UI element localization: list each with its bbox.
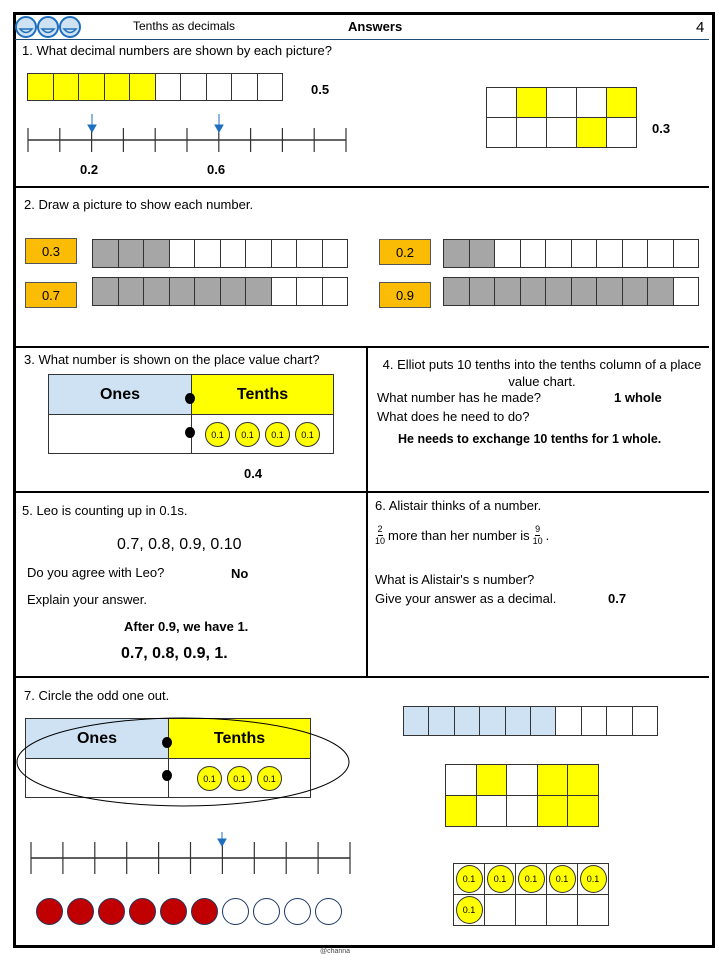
empty-cell: [674, 278, 700, 305]
fraction: [533, 524, 543, 547]
shaded-cell: [246, 278, 272, 305]
tenth-counter: 0.1: [580, 865, 607, 893]
q5-prompt: 5. Leo is counting up in 0.1s.: [22, 503, 188, 518]
q4-prompt: 4. Elliot puts 10 tenths into the tenths column of a place value chart.: [382, 357, 702, 389]
tenths-header: Tenths: [192, 375, 333, 414]
shaded-cell: [144, 240, 170, 267]
shaded-cell: [93, 278, 119, 305]
shaded-cell: [444, 240, 470, 267]
divider: [15, 346, 709, 348]
empty-cell: [323, 240, 349, 267]
q7-grid[interactable]: [445, 764, 599, 827]
frame-cell: [516, 864, 547, 895]
filled-counter: [67, 898, 94, 925]
empty-counter: [284, 898, 311, 925]
q3-prompt: 3. What number is shown on the place value chart?: [24, 352, 320, 367]
frame-cell: [485, 895, 516, 926]
empty-cell: [477, 796, 508, 827]
arrow-icon: [218, 839, 226, 846]
empty-cell: [507, 796, 538, 827]
shaded-cell: [54, 74, 80, 100]
shaded-cell: [546, 278, 572, 305]
shaded-cell: [480, 707, 505, 735]
shaded-cell: [79, 74, 105, 100]
shaded-cell: [119, 278, 145, 305]
empty-cell: [517, 118, 547, 148]
q2-number-box: 0.7: [25, 282, 77, 308]
empty-cell: [232, 74, 258, 100]
filled-counter: [191, 898, 218, 925]
empty-cell: [246, 240, 272, 267]
shaded-cell: [623, 278, 649, 305]
shaded-cell: [429, 707, 454, 735]
tenth-counter: 0.1: [487, 865, 514, 893]
shaded-cell: [28, 74, 54, 100]
empty-cell: [648, 240, 674, 267]
empty-cell: [547, 88, 577, 118]
shaded-cell: [170, 278, 196, 305]
fraction: [375, 524, 385, 547]
q2-number-box: 0.9: [379, 282, 431, 308]
q3-place-value-chart: [48, 374, 334, 454]
empty-cell: [487, 118, 517, 148]
frame-cell: [578, 864, 609, 895]
shaded-cell: [538, 765, 569, 796]
shaded-cell: [495, 278, 521, 305]
decimal-point: [185, 393, 195, 404]
empty-cell: [572, 240, 598, 267]
shaded-cell: [597, 278, 623, 305]
shaded-cell: [444, 278, 470, 305]
q4-question-1: What number has he made?: [377, 390, 542, 405]
answers-label: Answers: [348, 19, 403, 34]
tenth-counter: 0.1: [265, 422, 290, 447]
arrow-icon: [88, 125, 96, 132]
q5-answer: No: [231, 566, 249, 581]
shaded-cell: [577, 118, 607, 148]
q5-question: Do you agree with Leo?: [27, 565, 165, 580]
shaded-cell: [521, 278, 547, 305]
empty-counter: [253, 898, 280, 925]
tenth-counter: 0.1: [549, 865, 576, 893]
empty-cell: [170, 240, 196, 267]
q6-prompt: 6. Alistair thinks of a number.: [375, 498, 542, 513]
filled-counter: [129, 898, 156, 925]
q6-question-2: Give your answer as a decimal.: [375, 591, 557, 606]
empty-cell: [582, 707, 607, 735]
shaded-cell: [195, 278, 221, 305]
divider: [15, 39, 709, 40]
frame-cell: [516, 895, 547, 926]
frame-cell: [485, 864, 516, 895]
shaded-cell: [144, 278, 170, 305]
q1-prompt: 1. What decimal numbers are shown by each picture?: [22, 43, 332, 58]
shaded-cell: [455, 707, 480, 735]
q2-tenths-bar[interactable]: [443, 239, 699, 268]
smiley-icon: [15, 15, 81, 39]
shaded-cell: [568, 765, 599, 796]
q2-number-box: 0.3: [25, 238, 77, 264]
shaded-cell: [93, 240, 119, 267]
decimal-point: [185, 427, 195, 438]
shaded-cell: [517, 88, 547, 118]
q7-prompt: 7. Circle the odd one out.: [24, 688, 170, 703]
q7-ten-frame[interactable]: [453, 863, 609, 926]
frame-cell: [454, 895, 485, 926]
shaded-cell: [119, 240, 145, 267]
q2-tenths-bar[interactable]: [92, 239, 348, 268]
worksheet-title: Tenths as decimals: [133, 19, 236, 33]
empty-cell: [272, 278, 298, 305]
shaded-cell: [607, 88, 637, 118]
footer-credit: @channa: [320, 948, 351, 955]
answer-circle: [14, 716, 354, 808]
shaded-cell: [446, 796, 477, 827]
empty-cell: [507, 765, 538, 796]
q1-grid-answer: 0.3: [652, 121, 671, 136]
tenth-counter: 0.1: [235, 422, 260, 447]
shaded-cell: [404, 707, 429, 735]
numerator: 2: [377, 524, 383, 534]
empty-cell: [607, 707, 632, 735]
empty-cell: [597, 240, 623, 267]
arrow-icon: [215, 125, 223, 132]
shaded-cell: [648, 278, 674, 305]
empty-cell: [674, 240, 700, 267]
q5-sequence: 0.7, 0.8, 0.9, 0.10: [117, 536, 242, 553]
empty-cell: [156, 74, 182, 100]
empty-cell: [221, 240, 247, 267]
filled-counter: [98, 898, 125, 925]
shaded-cell: [470, 278, 496, 305]
empty-cell: [272, 240, 298, 267]
q2-tenths-bar[interactable]: [92, 277, 348, 306]
ones-header: Ones: [49, 375, 192, 414]
empty-cell: [546, 240, 572, 267]
q2-prompt: 2. Draw a picture to show each number.: [24, 197, 254, 212]
q6-answer: 0.7: [608, 591, 627, 606]
frame-cell: [578, 895, 609, 926]
divider: [366, 347, 368, 677]
q1-grid: [486, 87, 637, 148]
divider: [15, 491, 709, 493]
shaded-cell: [470, 240, 496, 267]
numerator: 9: [535, 524, 541, 534]
filled-counter: [160, 898, 187, 925]
tenth-counter: 0.1: [227, 766, 252, 791]
tenth-counter: 0.1: [205, 422, 230, 447]
empty-cell: [607, 118, 637, 148]
q6-statement: [375, 524, 549, 547]
q1-arrow-label: 0.6: [207, 162, 226, 177]
empty-counter: [222, 898, 249, 925]
shaded-cell: [572, 278, 598, 305]
empty-cell: [556, 707, 581, 735]
ones-header: Ones: [26, 719, 169, 758]
frame-cell: [547, 864, 578, 895]
q2-tenths-bar[interactable]: [443, 277, 699, 306]
empty-cell: [547, 118, 577, 148]
empty-cell: [258, 74, 284, 100]
tenth-counter: 0.1: [518, 865, 545, 893]
frame-cell: [454, 864, 485, 895]
q1-number-line: [25, 112, 350, 162]
q6-question-1: What is Alistair's s number?: [375, 572, 535, 587]
tenth-counter: 0.1: [257, 766, 282, 791]
q6-text: more than her number is: [388, 528, 530, 543]
q3-answer: 0.4: [244, 466, 263, 481]
denominator: 10: [375, 536, 386, 546]
q3-coins: [205, 422, 320, 447]
q5-answer-line-2: 0.7, 0.8, 0.9, 1.: [121, 645, 228, 662]
q4-question-2: What does he need to do?: [377, 409, 530, 424]
page-number: 4: [696, 19, 705, 36]
shaded-cell: [130, 74, 156, 100]
empty-cell: [297, 278, 323, 305]
q7-number-line[interactable]: [28, 832, 353, 882]
q1-arrow-label: 0.2: [80, 162, 99, 177]
q1-bar-answer: 0.5: [311, 82, 330, 97]
q1-tenths-bar: [27, 73, 283, 101]
shaded-cell: [105, 74, 131, 100]
empty-cell: [521, 240, 547, 267]
period: .: [545, 528, 550, 543]
empty-counter: [315, 898, 342, 925]
divider: [15, 186, 709, 188]
q2-number-box: 0.2: [379, 239, 431, 265]
shaded-cell: [531, 707, 556, 735]
empty-cell: [207, 74, 233, 100]
shaded-cell: [538, 796, 569, 827]
q7-counters[interactable]: [36, 898, 342, 925]
tenth-counter: 0.1: [456, 865, 483, 893]
q7-tenths-bar[interactable]: [403, 706, 658, 736]
q4-answer-2: He needs to exchange 10 tenths for 1 whole.: [398, 432, 662, 446]
shaded-cell: [477, 765, 508, 796]
empty-cell: [195, 240, 221, 267]
empty-cell: [577, 88, 607, 118]
q4-answer-1: 1 whole: [614, 390, 662, 405]
filled-counter: [36, 898, 63, 925]
empty-cell: [323, 278, 349, 305]
empty-cell: [297, 240, 323, 267]
tenth-counter: 0.1: [197, 766, 222, 791]
empty-cell: [487, 88, 517, 118]
q5-answer-line-1: After 0.9, we have 1.: [124, 619, 249, 634]
shaded-cell: [568, 796, 599, 827]
smiley-icons: [15, 15, 81, 39]
q5-explain: Explain your answer.: [27, 592, 147, 607]
empty-cell: [446, 765, 477, 796]
shaded-cell: [506, 707, 531, 735]
empty-cell: [181, 74, 207, 100]
divider: [15, 676, 709, 678]
empty-cell: [623, 240, 649, 267]
empty-cell: [495, 240, 521, 267]
empty-cell: [633, 707, 658, 735]
frame-cell: [547, 895, 578, 926]
tenth-counter: 0.1: [456, 896, 483, 924]
tenths-header: Tenths: [169, 719, 310, 758]
shaded-cell: [221, 278, 247, 305]
tenth-counter: 0.1: [295, 422, 320, 447]
denominator: 10: [532, 536, 543, 546]
